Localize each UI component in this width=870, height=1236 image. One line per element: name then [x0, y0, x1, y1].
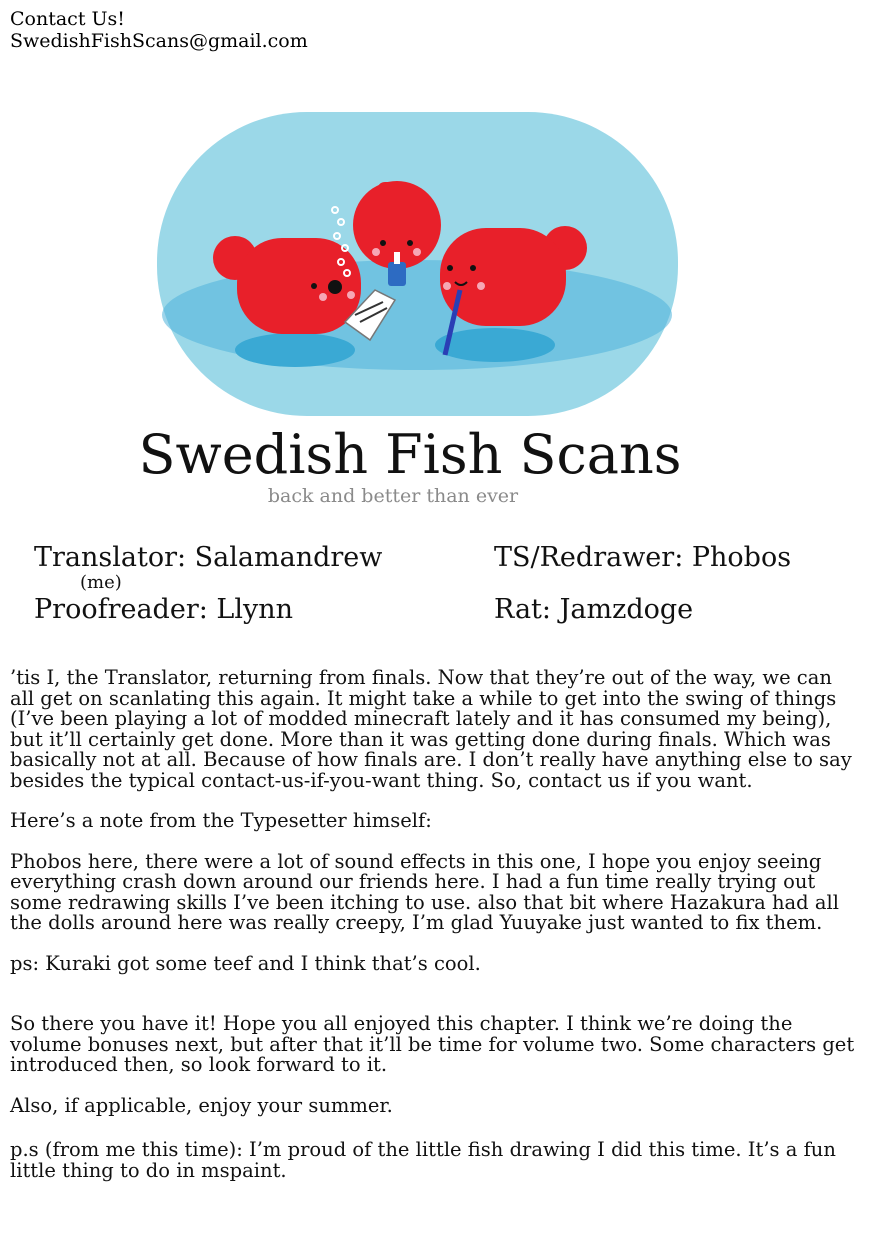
credit-rat: Rat: Jamzdoge: [494, 594, 694, 625]
note-paragraph: ps: Kuraki got some teef and I think that’s cool.: [10, 951, 481, 975]
contact-email: SwedishFishScans@gmail.com: [10, 30, 308, 52]
note-paragraph: So there you have it! Hope you all enjoyed this chapter. I think we’re doing the volume bonuses next, but after that it’ll be time for volume two. Some characters get introduced then, so look forward to it.: [10, 1012, 855, 1076]
page-title: Swedish Fish Scans: [138, 423, 682, 486]
note-paragraph: ’tis I, the Translator, returning from finals. Now that they’re out of the way, we can all get on scanlating this again. It might take a while to get into the swing of things (I’ve been playing a lot of modded minecraft lately and it has consumed my being), but it’ll certainly get done. More than it was getting done during finals. Which was basically not at all. Because of how finals are. I don’t really have anything else to say besides the typical contact-us-if-you-want thing. So, contact us if you want.: [10, 666, 852, 792]
notes-body: [10, 668, 862, 1181]
fish-illustration: [155, 110, 680, 420]
note-paragraph: Also, if applicable, enjoy your summer.: [10, 1093, 393, 1117]
contact-block: [10, 8, 308, 52]
page-subtitle: back and better than ever: [267, 485, 519, 507]
credit-translator-note: (me): [80, 572, 122, 593]
credit-typesetter: TS/Redrawer: Phobos: [494, 542, 792, 573]
credit-proofreader: Proofreader: Llynn: [34, 594, 294, 625]
note-paragraph: p.s (from me this time): I’m proud of the little fish drawing I did this time. It’s a fun little thing to do in mspaint.: [10, 1138, 836, 1182]
contact-heading: Contact Us!: [10, 8, 125, 30]
note-paragraph: Here’s a note from the Typesetter himself:: [10, 809, 432, 832]
credit-translator: Translator: Salamandrew: [34, 542, 383, 573]
fish-shadow-left: [235, 333, 355, 367]
note-paragraph: Phobos here, there were a lot of sound effects in this one, I hope you enjoy seeing everything crash down around our friends here. I had a fun time really trying out some redrawing skills I’ve been itching to use. also that bit where Hazakura had all the dolls around here was really creepy, I’m glad Yuuyake just wanted to fix them.: [10, 849, 839, 934]
fish-shadow-right: [435, 328, 555, 362]
